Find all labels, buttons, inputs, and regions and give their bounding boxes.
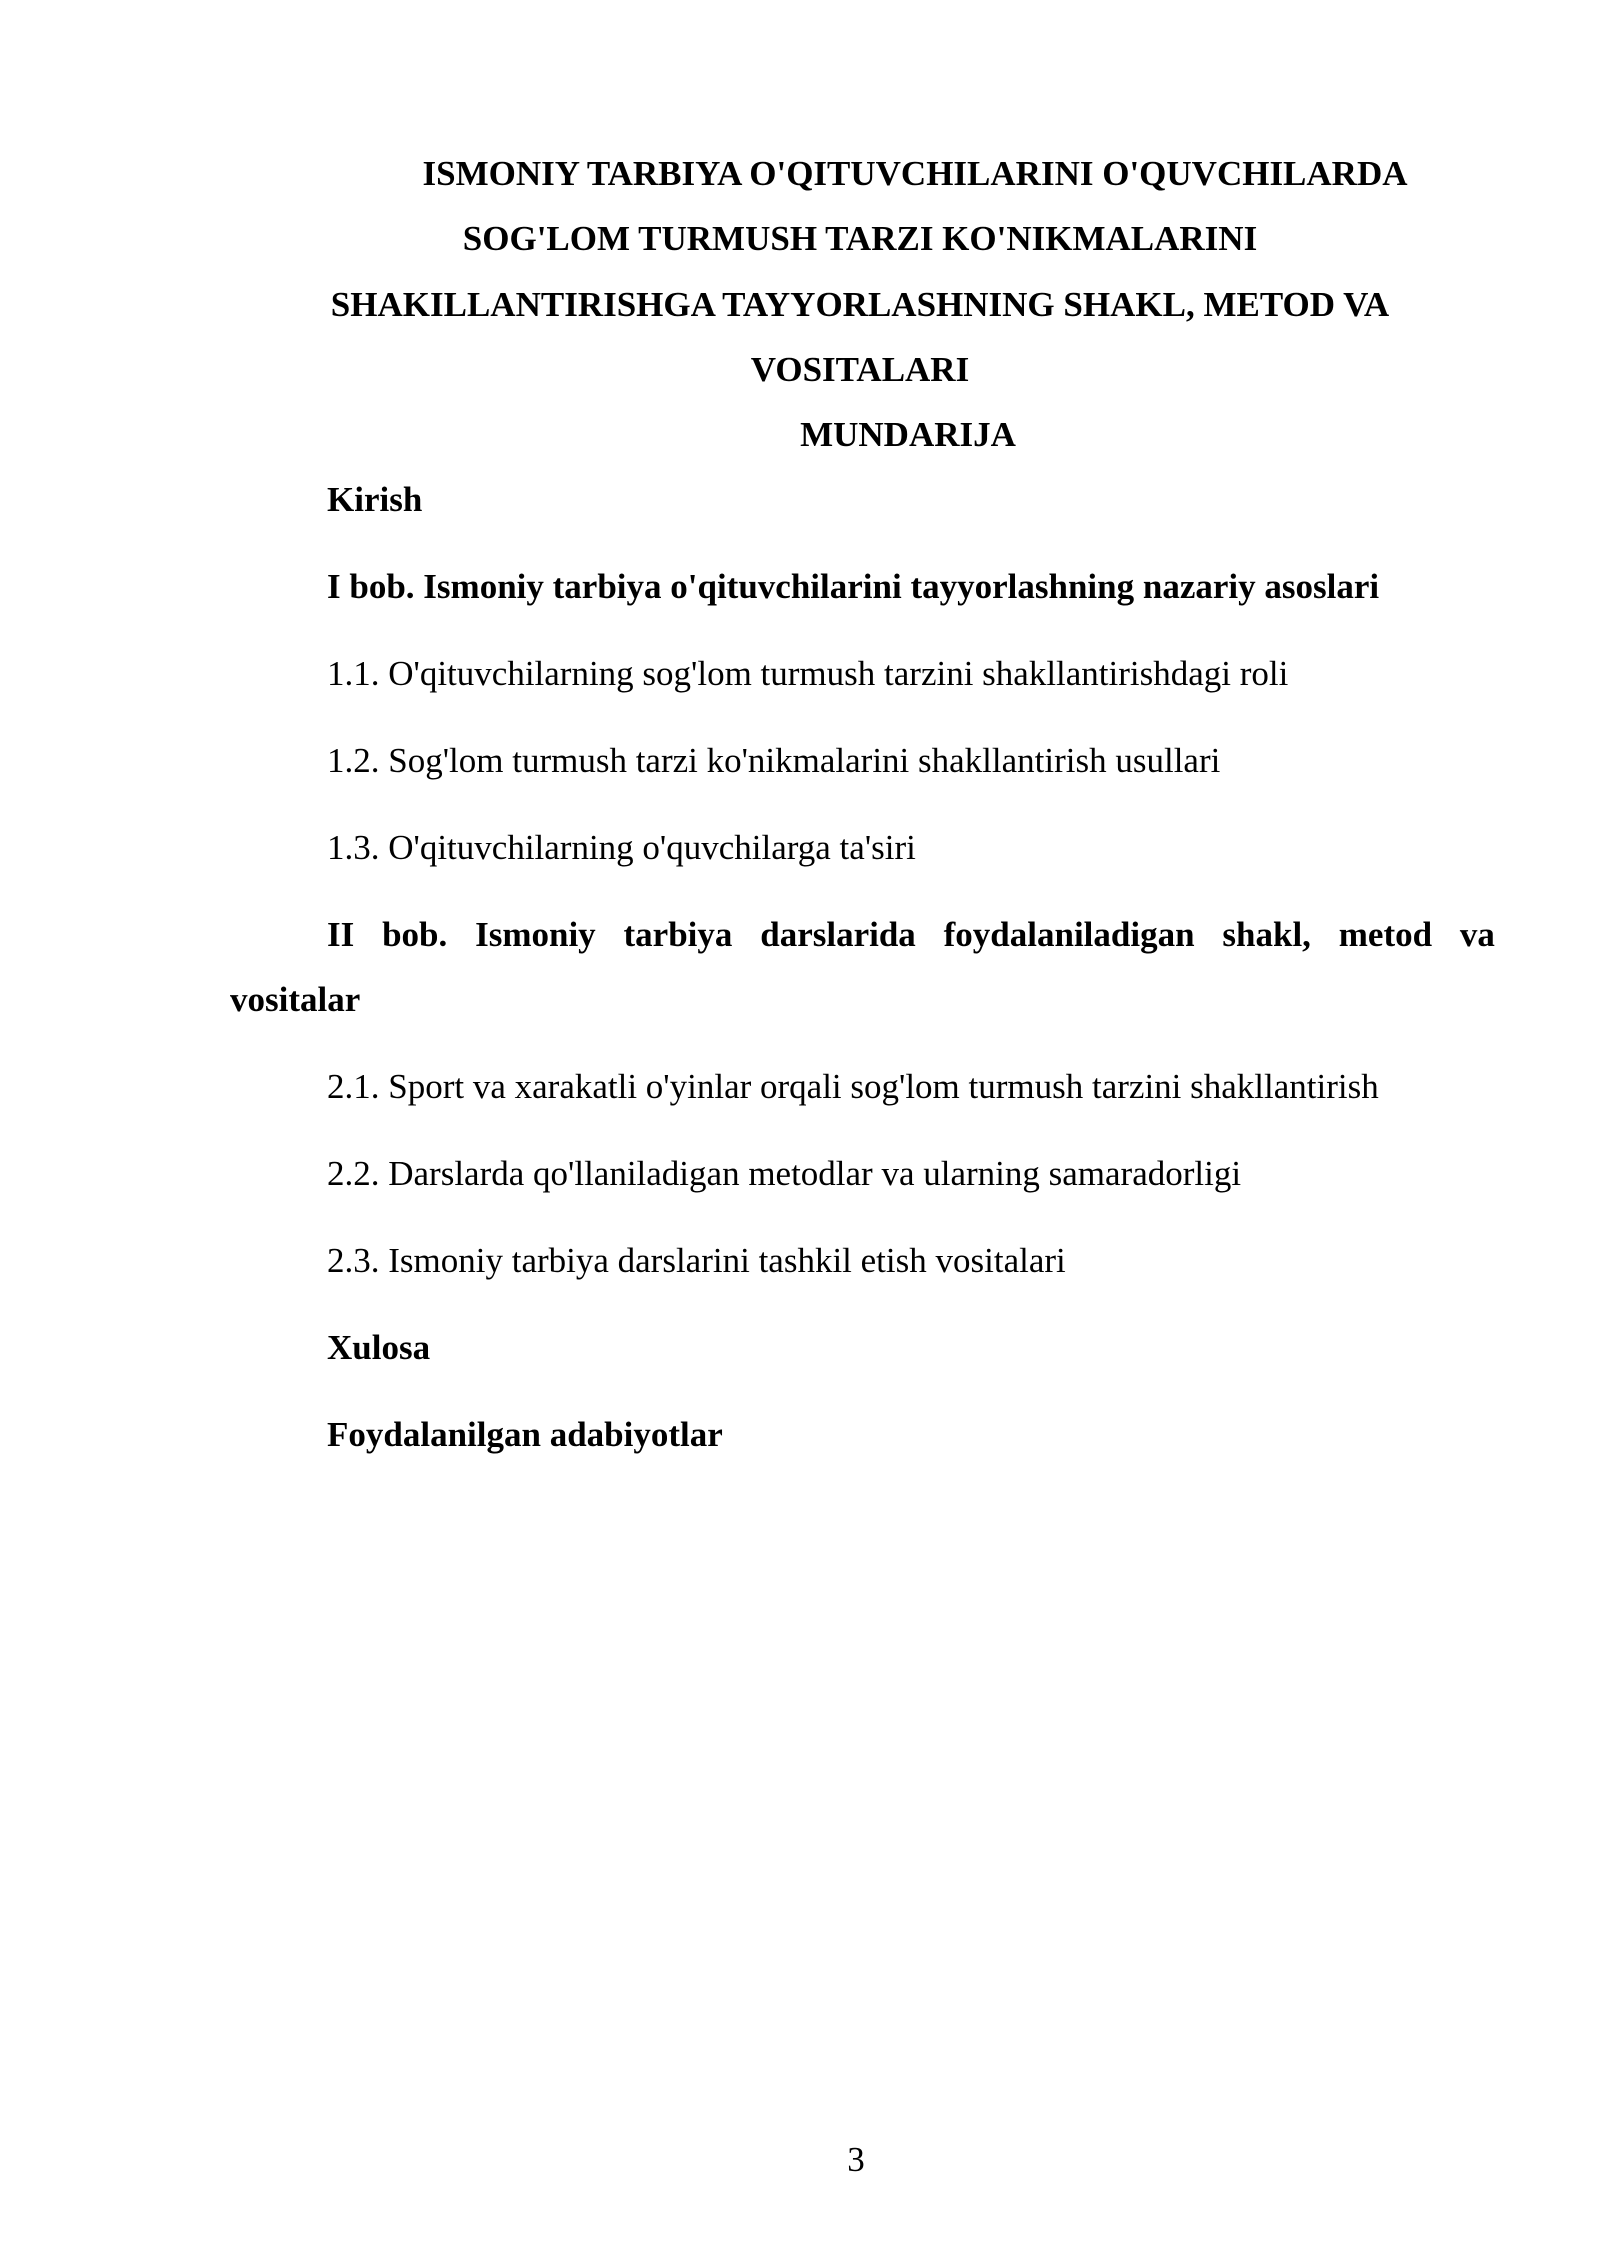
toc-chapter-2-word: shakl, (1222, 915, 1311, 954)
contents-heading: MUNDARIJA (800, 415, 1016, 454)
toc-intro: Kirish (327, 480, 423, 519)
toc-section-2-1: 2.1. Sport va xarakatli o'yinlar orqali sog'lom turmush tarzini shakllantirish (327, 1067, 1379, 1106)
toc-section-1-3: 1.3. O'qituvchilarning o'quvchilarga ta'siri (327, 828, 916, 867)
toc-chapter-2-word: bob. (382, 915, 448, 954)
toc-section-1-2: 1.2. Sog'lom turmush tarzi ko'nikmalarini shakllantirish usullari (327, 741, 1221, 780)
toc-conclusion: Xulosa (327, 1328, 431, 1367)
document-title-line-2: SOG'LOM TURMUSH TARZI KO'NIKMALARINI (462, 219, 1258, 258)
toc-section-2-3: 2.3. Ismoniy tarbiya darslarini tashkil etish vositalari (327, 1241, 1066, 1280)
toc-chapter-2-title (327, 913, 1495, 957)
document-title-line-3: SHAKILLANTIRISHGA TAYYORLASHNING SHAKL, METOD VA (330, 285, 1390, 324)
toc-chapter-2-word: darslarida (760, 915, 916, 954)
toc-chapter-2-word: II (327, 915, 355, 954)
page-number: 3 (847, 2140, 865, 2179)
document-title-line-4: VOSITALARI (750, 350, 970, 389)
toc-chapter-2-word: va (1459, 915, 1495, 954)
toc-chapter-2-title-continuation: vositalar (230, 980, 361, 1019)
toc-chapter-2-word: foydalaniladigan (943, 915, 1195, 954)
toc-chapter-1-title: I bob. Ismoniy tarbiya o'qituvchilarini tayyorlashning nazariy asoslari (327, 567, 1380, 606)
toc-chapter-2-word: metod (1338, 915, 1433, 954)
toc-references: Foydalanilgan adabiyotlar (327, 1415, 723, 1454)
toc-section-2-2: 2.2. Darslarda qo'llaniladigan metodlar va ularning samaradorligi (327, 1154, 1242, 1193)
toc-chapter-2-word: tarbiya (623, 915, 733, 954)
document-title-line-1: ISMONIY TARBIYA O'QITUVCHILARINI O'QUVCHILARDA (422, 154, 1408, 193)
toc-section-1-1: 1.1. O'qituvchilarning sog'lom turmush tarzini shakllantirishdagi roli (327, 654, 1289, 693)
toc-chapter-2-word: Ismoniy (475, 915, 596, 954)
